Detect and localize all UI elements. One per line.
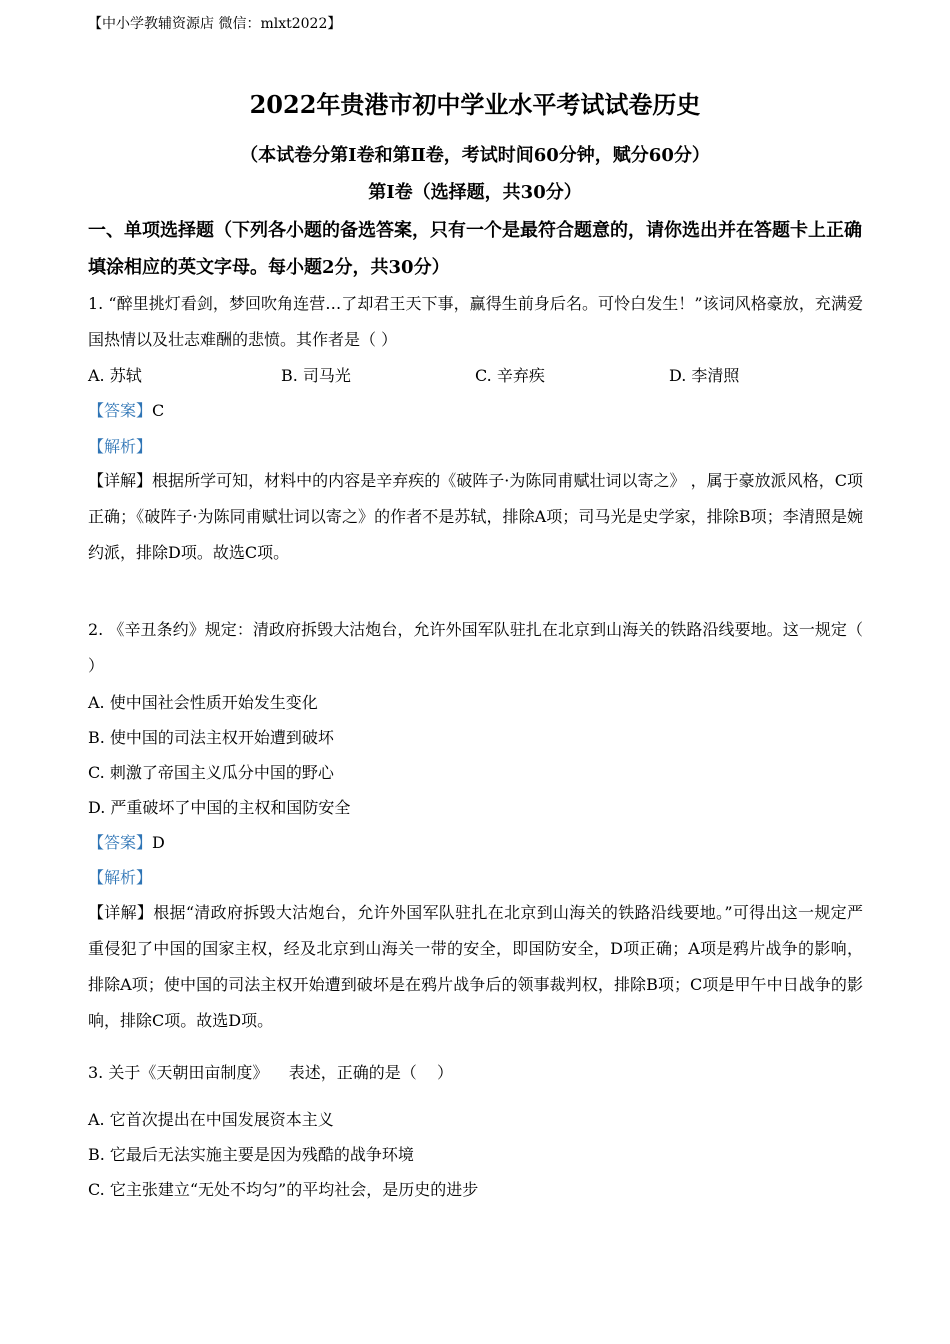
answer-tag: 【答案】 — [88, 401, 153, 420]
detail-text: 根据所学可知，材料中的内容是辛弃疾的《破阵子·为陈同甫赋壮词以寄之》 ，属于豪放派风格，C项正确；《破阵子·为陈同甫赋壮词以寄之》的作者不是苏轼，排除A项；司马光是史学家，排除B项；李清照是婉约派，排除D项。故选C项。 — [88, 471, 863, 562]
question-2-detail — [88, 895, 863, 1039]
question-2-option-d: D. 严重破坏了中国的主权和国防安全 — [88, 798, 351, 817]
section-heading: 一、单项选择题（下列各小题的备选答案，只有一个是最符合题意的，请你选出并在答题卡上正确填涂相应的英文字母。每小题2分，共30分） — [88, 220, 862, 278]
part-heading: 第Ⅰ卷（选择题，共30分） — [368, 182, 582, 203]
question-1-analysis-tag: 【解析】 — [88, 437, 153, 456]
question-2-analysis-tag: 【解析】 — [88, 868, 153, 887]
question-1-option-b: B. 司马光 — [281, 366, 351, 385]
question-1-detail — [88, 463, 863, 571]
answer-value: D — [152, 833, 165, 852]
question-2-option-b: B. 使中国的司法主权开始遭到破坏 — [88, 728, 334, 747]
question-2-answer — [88, 832, 165, 854]
answer-tag: 【答案】 — [88, 833, 153, 852]
question-2-option-c: C. 刺激了帝国主义瓜分中国的野心 — [88, 763, 334, 782]
question-3-stem: 3. 关于《天朝田亩制度》 表述，正确的是（ ） — [88, 1063, 454, 1082]
exam-subtitle: （本试卷分第Ⅰ卷和第Ⅱ卷，考试时间60分钟，赋分60分） — [240, 145, 710, 166]
question-3-option-a: A. 它首次提出在中国发展资本主义 — [88, 1110, 334, 1129]
question-1-answer — [88, 400, 164, 422]
detail-tag: 【详解】 — [88, 903, 154, 922]
question-2-option-a: A. 使中国社会性质开始发生变化 — [88, 693, 318, 712]
question-3-option-b: B. 它最后无法实施主要是因为残酷的战争环境 — [88, 1145, 414, 1164]
question-1-option-c: C. 辛弃疾 — [475, 366, 545, 385]
question-2-stem: 2. 《辛丑条约》规定：清政府拆毁大沽炮台，允许外国军队驻扎在北京到山海关的铁路沿线要地。这一规定（ ） — [88, 620, 863, 675]
answer-value: C — [152, 401, 165, 420]
detail-text: 根据“清政府拆毁大沽炮台，允许外国军队驻扎在北京到山海关的铁路沿线要地。”可得出这一规定严重侵犯了中国的国家主权，经及北京到山海关一带的安全，即国防安全，D项正确；A项是鸦片战争的影响，排除A项；使中国的司法主权开始遭到破坏是在鸦片战争后的领事裁判权，排除B项；C项是甲午中日战争的影响，排除C项。故选D项。 — [88, 903, 863, 1030]
question-1-option-d: D. 李清照 — [669, 366, 740, 385]
exam-title: 2022年贵港市初中学业水平考试试卷历史 — [249, 90, 701, 119]
question-1-option-a: A. 苏轼 — [88, 366, 142, 385]
header-note: 【中小学教辅资源店 微信：mlxt2022】 — [88, 16, 342, 32]
question-1-stem: 1. “醉里挑灯看剑，梦回吹角连营…了却君王天下事，赢得生前身后名。可怜白发生！”该词风格豪放，充满爱国热情以及壮志难酬的悲愤。其作者是（ ） — [88, 294, 863, 349]
question-3-option-c: C. 它主张建立“无处不均匀”的平均社会，是历史的进步 — [88, 1180, 479, 1199]
detail-tag: 【详解】 — [88, 471, 153, 490]
